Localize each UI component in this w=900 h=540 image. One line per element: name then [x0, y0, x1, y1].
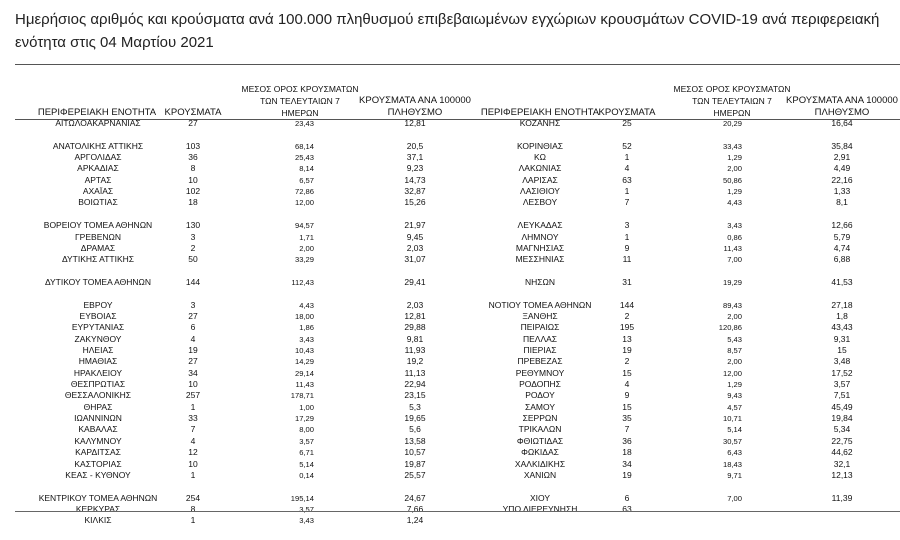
cases-cell: 18: [622, 447, 632, 458]
cases-cell: 257: [185, 390, 201, 401]
avg-cell: 6,43: [727, 448, 742, 458]
cases-cell: 12: [188, 447, 198, 458]
rate-cell: 20,5: [406, 140, 424, 151]
cases-cell: 10: [188, 379, 198, 390]
avg-cell: 11,43: [723, 243, 742, 253]
right-header-region: ΠΕΡΙΦΕΡΕΙΑΚΗ ΕΝΟΤΗΤΑ: [480, 107, 600, 118]
region-cell: ΣΕΡΡΩΝ: [522, 413, 558, 424]
right-header-rate-2: ΠΛΗΘΥΣΜΟ: [814, 107, 870, 118]
left-header-avg-3: ΗΜΕΡΩΝ: [281, 108, 319, 118]
avg-cell: 72,86: [294, 187, 314, 197]
region-cell: ΠΡΕΒΕΖΑΣ: [517, 356, 563, 367]
rate-cell: 9,23: [406, 163, 424, 174]
table-row: [0, 334, 900, 345]
avg-cell: 3,43: [727, 221, 742, 231]
region-cell: ΚΕΑΣ - ΚΥΘΝΟΥ: [65, 469, 131, 480]
left-header-avg-1: ΜΕΣΟΣ ΟΡΟΣ ΚΡΟΥΣΜΑΤΩΝ: [241, 84, 359, 94]
rate-cell: 3,57: [833, 379, 851, 390]
region-cell: ΛΕΥΚΑΔΑΣ: [517, 220, 563, 231]
cases-cell: 7: [624, 424, 630, 435]
region-cell: ΧΑΛΚΙΔΙΚΗΣ: [514, 458, 566, 469]
avg-cell: 2,00: [727, 357, 742, 367]
avg-cell: 8,00: [299, 425, 314, 435]
cases-cell: 4: [624, 163, 630, 174]
avg-cell: 5,43: [727, 334, 742, 344]
region-cell: ΠΕΛΛΑΣ: [522, 333, 558, 344]
cases-cell: 15: [622, 367, 632, 378]
avg-cell: 17,29: [294, 414, 314, 424]
cases-cell: 31: [622, 276, 632, 287]
rate-cell: 5,3: [409, 401, 421, 412]
cases-cell: 144: [619, 299, 635, 310]
table-row: [0, 288, 900, 299]
region-cell: ΦΘΙΩΤΙΔΑΣ: [516, 435, 564, 446]
rate-cell: 2,03: [406, 242, 424, 253]
table-row: [0, 447, 900, 458]
left-header-cases: ΚΡΟΥΣΜΑΤΑ: [164, 107, 222, 118]
avg-cell: 120,86: [718, 323, 742, 333]
avg-cell: 7,00: [727, 255, 742, 265]
rate-cell: 32,87: [404, 186, 426, 197]
region-cell: ΚΟΡΙΝΘΙΑΣ: [516, 140, 564, 151]
region-cell: ΑΡΓΟΛΙΔΑΣ: [74, 152, 122, 163]
region-cell: ΒΟΡΕΙΟΥ ΤΟΜΕΑ ΑΘΗΝΩΝ: [43, 220, 153, 231]
left-header-avg-2: ΤΩΝ ΤΕΛΕΥΤΑΙΩΝ 7: [260, 96, 340, 106]
table-row: [0, 356, 900, 367]
avg-cell: 5,14: [727, 425, 742, 435]
rate-cell: 25,57: [404, 469, 426, 480]
rate-cell: 37,1: [406, 152, 424, 163]
table-row: [0, 129, 900, 140]
rate-cell: 3,48: [833, 356, 851, 367]
table-row: [0, 379, 900, 390]
table-row: [0, 186, 900, 197]
region-cell: ΚΕΡΚΥΡΑΣ: [75, 503, 121, 514]
avg-cell: 195,14: [290, 493, 314, 503]
cases-cell: 33: [188, 413, 198, 424]
avg-cell: 30,57: [722, 436, 742, 446]
cases-cell: 19: [188, 345, 198, 355]
rate-cell: 6,88: [833, 254, 851, 265]
region-cell: ΛΑΣΙΘΙΟΥ: [520, 186, 560, 197]
avg-cell: 3,43: [299, 334, 314, 344]
table-row: [0, 459, 900, 470]
rate-cell: 29,41: [404, 276, 426, 287]
table-row: [0, 232, 900, 243]
avg-cell: 10,71: [722, 414, 742, 424]
avg-cell: 9,43: [727, 391, 742, 401]
avg-cell: 19,29: [722, 277, 742, 287]
cases-cell: 1: [624, 152, 630, 163]
cases-cell: 2: [624, 356, 630, 367]
cases-cell: 63: [622, 174, 632, 185]
cases-cell: 8: [190, 163, 196, 174]
region-cell: ΚΩ: [533, 152, 547, 163]
cases-cell: 254: [185, 492, 201, 503]
region-cell: ΗΛΕΙΑΣ: [82, 345, 114, 355]
avg-cell: 14,29: [294, 357, 314, 367]
cases-cell: 27: [188, 118, 198, 128]
rate-cell: 2,03: [406, 299, 424, 310]
region-cell: ΚΑΡΔΙΤΣΑΣ: [75, 447, 121, 458]
cases-cell: 1: [624, 231, 630, 242]
rate-cell: 1,8: [836, 310, 848, 321]
cases-cell: 50: [188, 254, 198, 265]
cases-cell: 34: [188, 367, 198, 378]
region-cell: ΓΡΕΒΕΝΩΝ: [75, 231, 121, 242]
avg-cell: 12,00: [294, 198, 314, 208]
rate-cell: 1,24: [406, 515, 424, 526]
rate-cell: 12,66: [831, 220, 853, 231]
rate-cell: 15,26: [404, 197, 426, 208]
region-cell: ΚΕΝΤΡΙΚΟΥ ΤΟΜΕΑ ΑΘΗΝΩΝ: [38, 492, 158, 503]
rate-cell: 11,93: [404, 345, 426, 355]
rate-cell: 13,58: [404, 435, 426, 446]
cases-cell: 3: [190, 231, 196, 242]
region-cell: ΔΥΤΙΚΟΥ ΤΟΜΕΑ ΑΘΗΝΩΝ: [44, 276, 152, 287]
avg-cell: 94,57: [294, 221, 314, 231]
cases-cell: 18: [188, 197, 198, 208]
rate-cell: 45,49: [831, 401, 853, 412]
avg-cell: 3,57: [299, 504, 314, 514]
region-cell: ΚΑΒΑΛΑΣ: [78, 424, 118, 435]
cases-cell: 36: [188, 152, 198, 163]
region-cell: ΜΑΓΝΗΣΙΑΣ: [515, 242, 565, 253]
avg-cell: 89,43: [722, 300, 742, 310]
region-cell: ΕΥΒΟΙΑΣ: [79, 310, 117, 321]
avg-cell: 178,71: [290, 391, 314, 401]
rate-cell: 19,87: [404, 458, 426, 469]
cases-cell: 10: [188, 174, 198, 185]
region-cell: ΚΑΛΥΜΝΟΥ: [74, 435, 122, 446]
table-row: [0, 311, 900, 322]
rate-cell: 15: [837, 345, 847, 355]
avg-cell: 3,43: [299, 516, 314, 526]
table-row: [0, 322, 900, 333]
cases-cell: 6: [624, 492, 630, 503]
table-row: [0, 436, 900, 447]
region-cell: ΡΕΘΥΜΝΟΥ: [515, 367, 565, 378]
cases-cell: 4: [624, 379, 630, 390]
rate-cell: 19,2: [406, 356, 424, 367]
rate-cell: 7,66: [406, 503, 424, 514]
cases-cell: 144: [185, 276, 201, 287]
avg-cell: 1,00: [299, 402, 314, 412]
table-row: [0, 254, 900, 265]
region-cell: ΞΑΝΘΗΣ: [522, 310, 558, 321]
right-header-avg-2: ΤΩΝ ΤΕΛΕΥΤΑΙΩΝ 7: [692, 96, 772, 106]
table-row: [0, 243, 900, 254]
rate-cell: 11,13: [404, 367, 426, 378]
cases-cell: 3: [624, 220, 630, 231]
cases-cell: 2: [624, 310, 630, 321]
table-row: [0, 504, 900, 515]
avg-cell: 2,00: [727, 164, 742, 174]
avg-cell: 8,14: [299, 164, 314, 174]
avg-cell: 4,43: [299, 300, 314, 310]
cases-cell: 13: [622, 333, 632, 344]
table-row: [0, 152, 900, 163]
avg-cell: 1,29: [727, 187, 742, 197]
cases-cell: 1: [190, 469, 196, 480]
cases-cell: 9: [624, 242, 630, 253]
region-cell: ΣΑΜΟΥ: [524, 401, 555, 412]
avg-cell: 5,14: [299, 459, 314, 469]
avg-cell: 29,14: [294, 368, 314, 378]
table-row: [0, 413, 900, 424]
cases-cell: 35: [622, 413, 632, 424]
region-cell: ΝΟΤΙΟΥ ΤΟΜΕΑ ΑΘΗΝΩΝ: [488, 299, 592, 310]
region-cell: ΙΩΑΝΝΙΝΩΝ: [74, 413, 122, 424]
rate-cell: 22,16: [831, 174, 853, 185]
cases-cell: 130: [185, 220, 201, 231]
rate-cell: 9,45: [406, 231, 424, 242]
table-row: [0, 141, 900, 152]
avg-cell: 11,43: [295, 380, 314, 390]
left-header-rate-2: ΠΛΗΘΥΣΜΟ: [387, 107, 443, 118]
cases-cell: 27: [188, 356, 198, 367]
rate-cell: 9,31: [833, 333, 851, 344]
rate-cell: 19,65: [404, 413, 426, 424]
rate-cell: 22,94: [404, 379, 426, 390]
region-cell: ΕΒΡΟΥ: [83, 299, 113, 310]
region-cell: ΑΡΤΑΣ: [84, 174, 112, 185]
cases-cell: 11: [622, 254, 632, 265]
rate-cell: 4,74: [833, 242, 851, 253]
table-row: [0, 368, 900, 379]
region-cell: ΑΧΑΪΑΣ: [82, 186, 114, 197]
rate-cell: 2,91: [833, 152, 851, 163]
table-row: [0, 209, 900, 220]
cases-cell: 2: [190, 242, 196, 253]
top-divider: [15, 64, 900, 65]
rate-cell: 31,07: [404, 254, 426, 265]
region-cell: ΗΡΑΚΛΕΙΟΥ: [73, 367, 123, 378]
table-row: [0, 163, 900, 174]
region-cell: ΛΗΜΝΟΥ: [521, 231, 559, 242]
cases-cell: 4: [190, 435, 196, 446]
table-row: [0, 220, 900, 231]
region-cell: ΤΡΙΚΑΛΩΝ: [518, 424, 562, 435]
avg-cell: 0,86: [727, 232, 742, 242]
bottom-divider: [15, 511, 900, 512]
right-header-avg-1: ΜΕΣΟΣ ΟΡΟΣ ΚΡΟΥΣΜΑΤΩΝ: [673, 84, 791, 94]
cases-cell: 7: [190, 424, 196, 435]
avg-cell: 1,86: [299, 323, 314, 333]
left-header-region: ΠΕΡΙΦΕΡΕΙΑΚΗ ΕΝΟΤΗΤΑ: [37, 107, 157, 118]
table-row: [0, 493, 900, 504]
right-header-cases: ΚΡΟΥΣΜΑΤΑ: [598, 107, 656, 118]
region-cell: ΥΠΟ ΔΙΕΡΕΥΝΗΣΗ: [502, 503, 578, 514]
table-row: [0, 277, 900, 288]
avg-cell: 1,29: [727, 153, 742, 163]
avg-cell: 4,43: [727, 198, 742, 208]
region-cell: ΠΕΙΡΑΙΩΣ: [520, 322, 560, 333]
rate-cell: 5,79: [833, 231, 851, 242]
cases-cell: 1: [190, 401, 196, 412]
cases-cell: 15: [622, 401, 632, 412]
rate-cell: 44,62: [831, 447, 853, 458]
region-cell: ΔΥΤΙΚΗΣ ΑΤΤΙΚΗΣ: [61, 254, 135, 265]
cases-cell: 102: [185, 186, 201, 197]
rate-cell: 12,13: [831, 469, 853, 480]
cases-cell: 63: [622, 503, 632, 514]
region-cell: ΘΕΣΠΡΩΤΙΑΣ: [70, 379, 126, 390]
region-cell: ΧΙΟΥ: [529, 492, 551, 503]
avg-cell: 23,43: [294, 119, 314, 128]
rate-cell: 11,39: [831, 492, 853, 503]
region-cell: ΔΡΑΜΑΣ: [80, 242, 116, 253]
avg-cell: 20,29: [722, 119, 742, 128]
avg-cell: 18,00: [294, 311, 314, 321]
rate-cell: 9,81: [406, 333, 424, 344]
rate-cell: 21,97: [404, 220, 426, 231]
avg-cell: 7,00: [727, 493, 742, 503]
region-cell: ΕΥΡΥΤΑΝΙΑΣ: [71, 322, 125, 333]
table-row: [0, 266, 900, 277]
rate-cell: 8,1: [836, 197, 848, 208]
avg-cell: 68,14: [294, 141, 314, 151]
rate-cell: 5,34: [833, 424, 851, 435]
cases-cell: 6: [190, 322, 196, 333]
avg-cell: 1,71: [299, 232, 314, 242]
avg-cell: 2,00: [299, 243, 314, 253]
avg-cell: 33,29: [294, 255, 314, 265]
table-row: [0, 402, 900, 413]
table-row: [0, 470, 900, 481]
avg-cell: 50,86: [722, 175, 742, 185]
cases-cell: 36: [622, 435, 632, 446]
region-cell: ΗΜΑΘΙΑΣ: [78, 356, 118, 367]
cases-cell: 9: [624, 390, 630, 401]
rate-cell: 43,43: [831, 322, 853, 333]
cases-cell: 19: [622, 469, 632, 480]
region-cell: ΑΙΤΩΛΟΑΚΑΡΝΑΝΙΑΣ: [55, 118, 141, 128]
left-header-rate-1: ΚΡΟΥΣΜΑΤΑ ΑΝΑ 100000: [359, 95, 471, 106]
avg-cell: 12,00: [722, 368, 742, 378]
region-cell: ΡΟΔΟΠΗΣ: [519, 379, 561, 390]
region-cell: ΛΕΣΒΟΥ: [522, 197, 558, 208]
region-cell: ΛΑΚΩΝΙΑΣ: [518, 163, 562, 174]
avg-cell: 33,43: [722, 141, 742, 151]
rate-cell: 23,15: [404, 390, 426, 401]
cases-cell: 1: [624, 186, 630, 197]
cases-cell: 103: [185, 140, 201, 151]
rate-cell: 5,6: [409, 424, 421, 435]
rate-cell: 12,81: [404, 310, 426, 321]
table-row: [0, 300, 900, 311]
region-cell: ΧΑΝΙΩΝ: [523, 469, 557, 480]
region-cell: ΚΙΛΚΙΣ: [84, 515, 112, 526]
avg-cell: 10,43: [294, 346, 314, 355]
rate-cell: 16,64: [831, 118, 853, 128]
region-cell: ΒΟΙΩΤΙΑΣ: [78, 197, 118, 208]
rate-cell: 1,33: [833, 186, 851, 197]
region-cell: ΝΗΣΩΝ: [524, 276, 556, 287]
avg-cell: 8,57: [727, 346, 742, 355]
avg-cell: 1,29: [727, 380, 742, 390]
table-row: [0, 424, 900, 435]
rate-cell: 22,75: [831, 435, 853, 446]
table-row: [0, 345, 900, 356]
region-cell: ΘΗΡΑΣ: [83, 401, 113, 412]
table-row: [0, 118, 900, 129]
page-title: Ημερήσιος αριθμός και κρούσματα ανά 100.000 πληθυσμού επιβεβαιωμένων εγχώριων κρουσμάτων COVID-19 ανά περιφερειακή ενότητα στις 04 Μαρτίου 2021: [15, 11, 880, 51]
table-row: [0, 515, 900, 526]
region-cell: ΦΩΚΙΔΑΣ: [521, 447, 559, 458]
rate-cell: 29,88: [404, 322, 426, 333]
avg-cell: 6,57: [299, 175, 314, 185]
table-row: [0, 481, 900, 492]
rate-cell: 14,73: [404, 174, 426, 185]
rate-cell: 41,53: [831, 276, 853, 287]
rate-cell: 7,51: [833, 390, 851, 401]
cases-cell: 3: [190, 299, 196, 310]
cases-cell: 7: [624, 197, 630, 208]
avg-cell: 2,00: [727, 311, 742, 321]
rate-cell: 4,49: [833, 163, 851, 174]
region-cell: ΑΡΚΑΔΙΑΣ: [77, 163, 119, 174]
right-header-rate-1: ΚΡΟΥΣΜΑΤΑ ΑΝΑ 100000: [786, 95, 898, 106]
cases-cell: 8: [190, 503, 196, 514]
cases-cell: 27: [188, 310, 198, 321]
rate-cell: 12,81: [404, 118, 426, 128]
region-cell: ΠΙΕΡΙΑΣ: [523, 345, 557, 355]
avg-cell: 18,43: [722, 459, 742, 469]
avg-cell: 3,57: [299, 436, 314, 446]
rate-cell: 19,84: [831, 413, 853, 424]
cases-cell: 25: [622, 118, 632, 128]
rate-cell: 10,57: [404, 447, 426, 458]
region-cell: ΘΕΣΣΑΛΟΝΙΚΗΣ: [64, 390, 132, 401]
avg-cell: 25,43: [294, 153, 314, 163]
region-cell: ΚΑΣΤΟΡΙΑΣ: [74, 458, 122, 469]
avg-cell: 9,71: [727, 470, 742, 480]
right-header-avg-3: ΗΜΕΡΩΝ: [713, 108, 751, 118]
region-cell: ΛΑΡΙΣΑΣ: [522, 174, 558, 185]
cases-cell: 4: [190, 333, 196, 344]
rate-cell: 17,52: [831, 367, 853, 378]
cases-cell: 195: [619, 322, 635, 333]
region-cell: ΚΟΖΑΝΗΣ: [519, 118, 561, 128]
rate-cell: 32,1: [833, 458, 851, 469]
region-cell: ΑΝΑΤΟΛΙΚΗΣ ΑΤΤΙΚΗΣ: [52, 140, 144, 151]
avg-cell: 112,43: [291, 277, 314, 287]
rate-cell: 27,18: [831, 299, 853, 310]
avg-cell: 0,14: [299, 470, 314, 480]
table-row: [0, 197, 900, 208]
region-cell: ΖΑΚΥΝΘΟΥ: [74, 333, 122, 344]
rate-cell: 24,67: [404, 492, 426, 503]
region-cell: ΜΕΣΣΗΝΙΑΣ: [515, 254, 565, 265]
cases-cell: 34: [622, 458, 632, 469]
cases-cell: 1: [190, 515, 196, 526]
region-cell: ΡΟΔΟΥ: [525, 390, 555, 401]
cases-cell: 52: [622, 140, 632, 151]
table-row: [0, 390, 900, 401]
rate-cell: 35,84: [831, 140, 853, 151]
cases-cell: 10: [188, 458, 198, 469]
avg-cell: 4,57: [727, 402, 742, 412]
avg-cell: 6,71: [299, 448, 314, 458]
cases-cell: 19: [622, 345, 632, 355]
table-row: [0, 175, 900, 186]
